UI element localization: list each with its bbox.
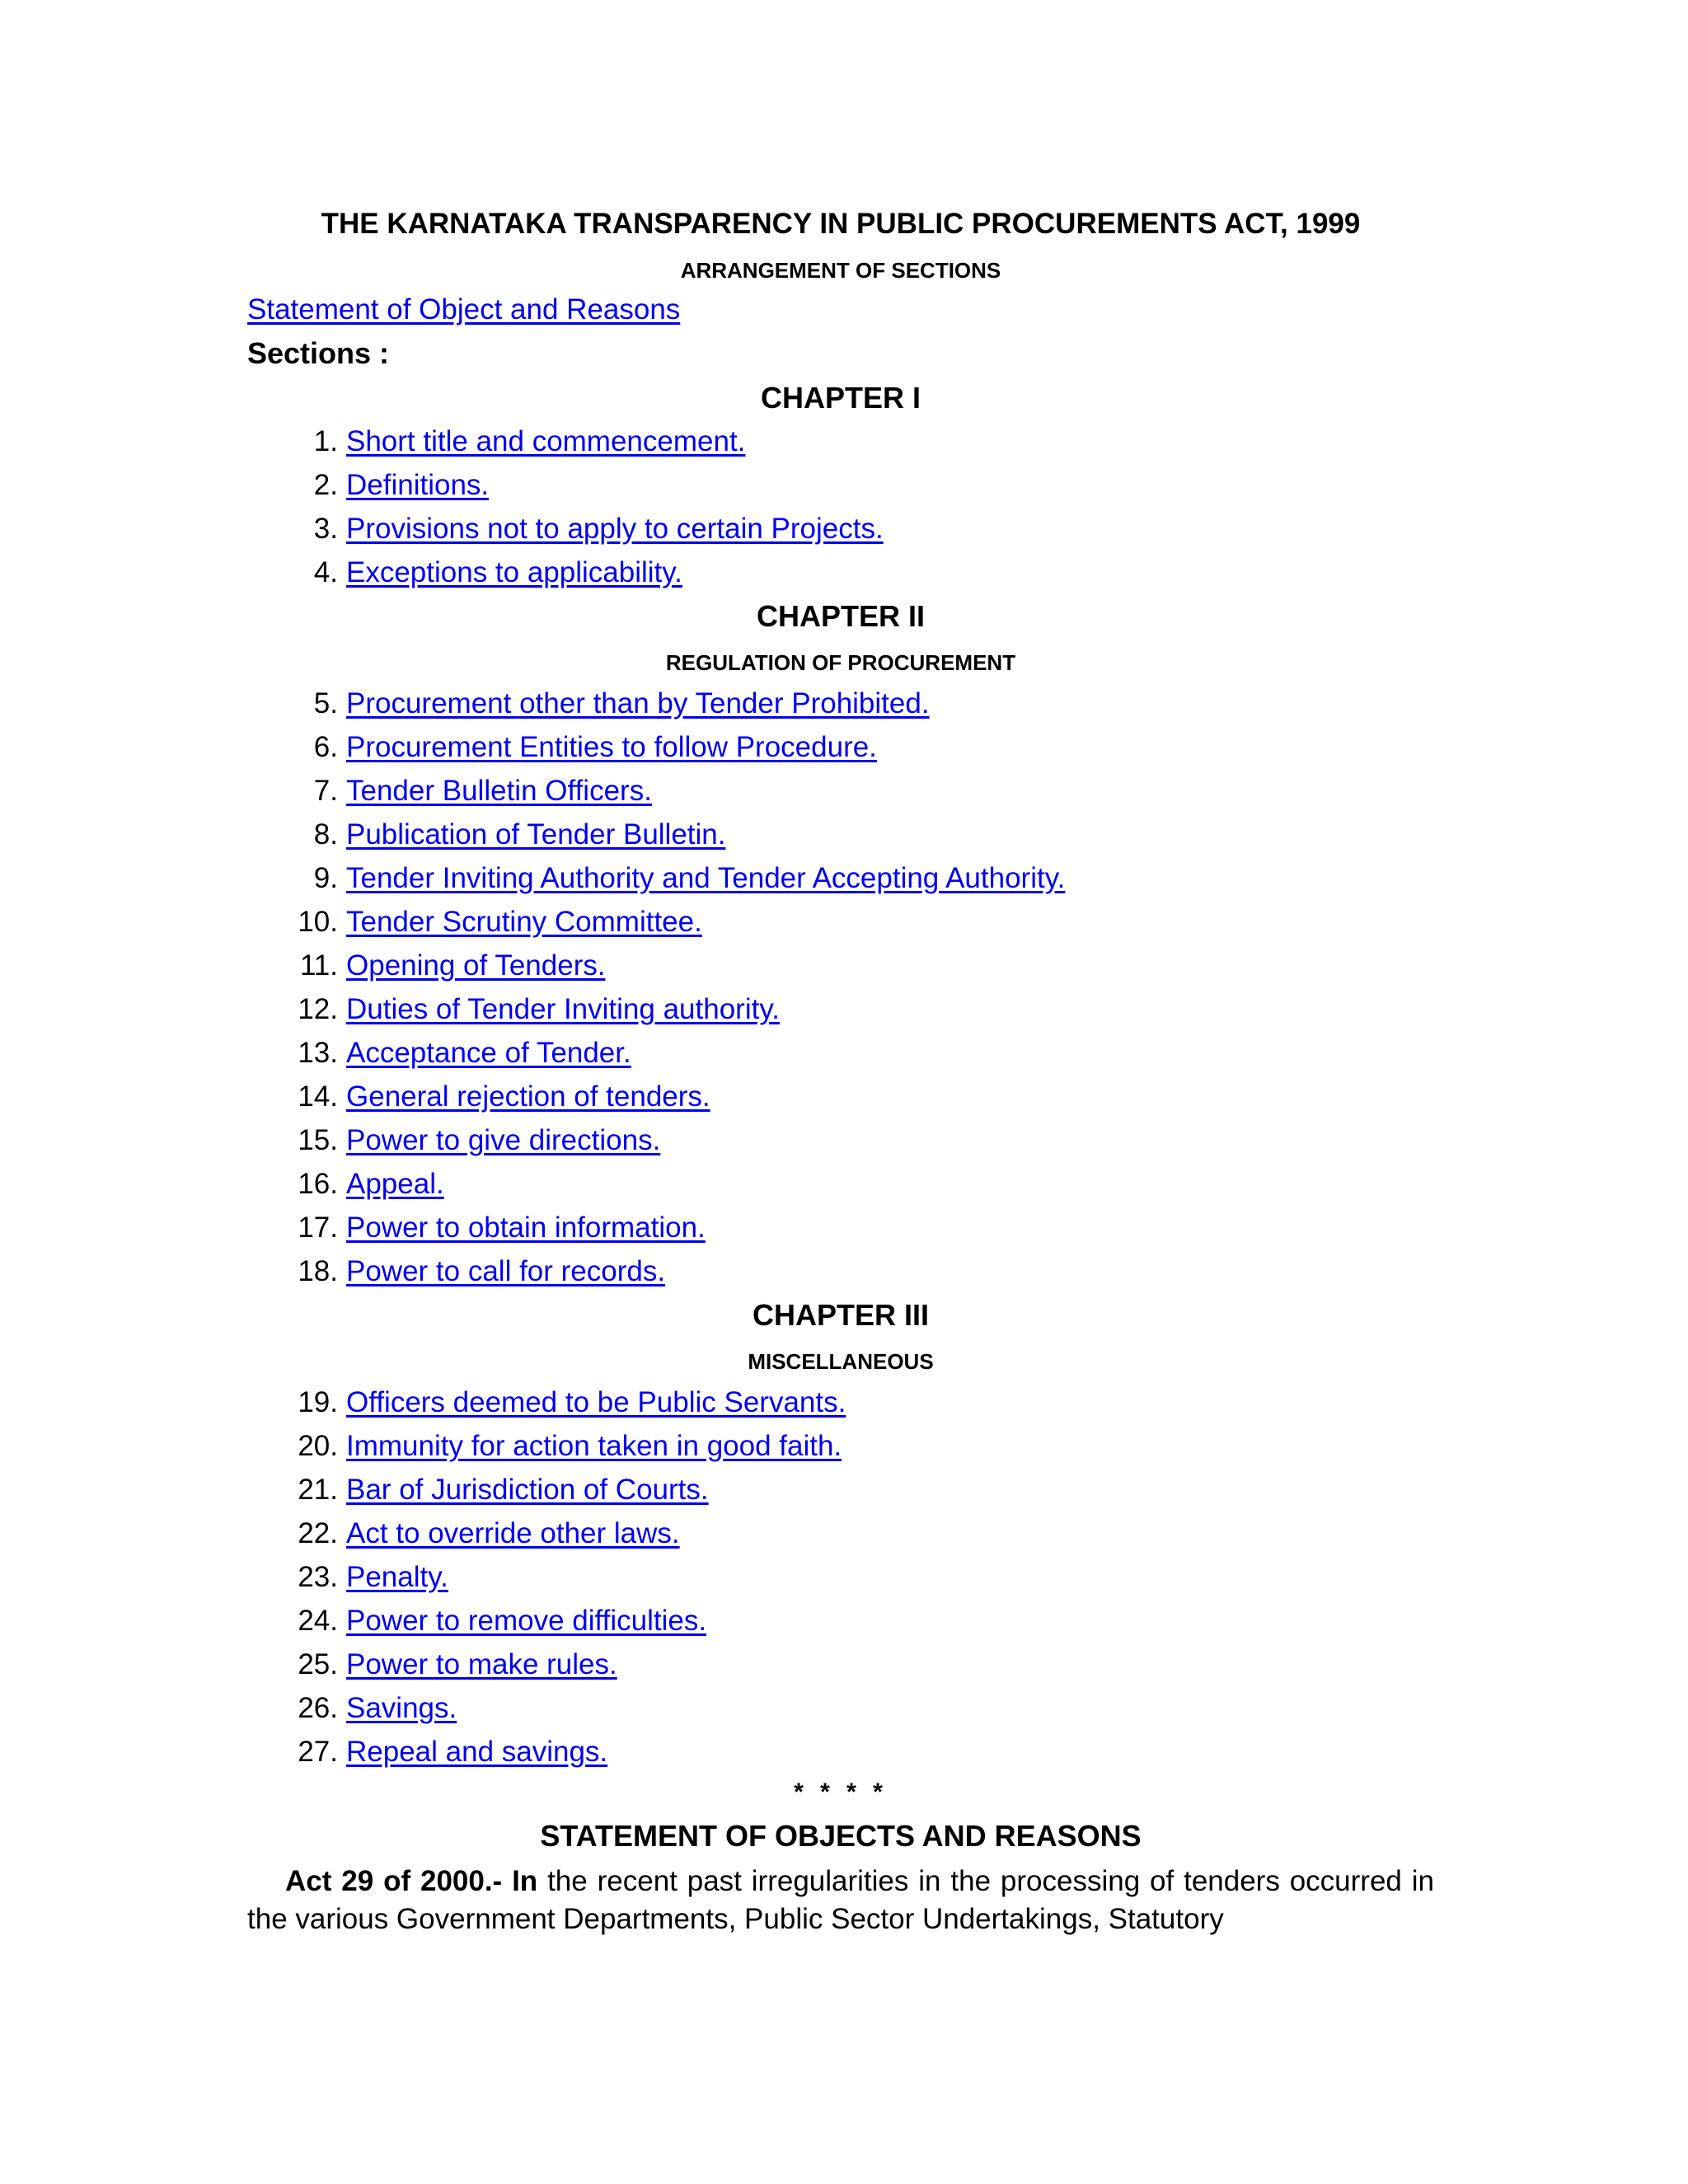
toc-item	[247, 1254, 1434, 1290]
chapter-3-heading: CHAPTER III	[752, 1298, 929, 1332]
toc-item	[247, 555, 1434, 591]
statement-text: the recent past irregularities in the processing of tenders occurred in the various Government Departments, Public Sector Undertakings, Statutory	[247, 1865, 1434, 1935]
toc-item-number: 16.	[298, 1168, 338, 1200]
toc-item	[247, 467, 1434, 504]
toc-item-number: 15.	[298, 1124, 338, 1156]
toc-item-link[interactable]: Acceptance of Tender.	[346, 1037, 631, 1069]
toc-item-number: 2.	[313, 469, 338, 501]
chapter-2-subheading: REGULATION OF PROCUREMENT	[665, 650, 1016, 675]
toc-item-link[interactable]: Power to obtain information.	[346, 1212, 706, 1244]
toc-item-link[interactable]: Exceptions to applicability.	[346, 556, 682, 588]
toc-item	[247, 1079, 1434, 1115]
toc-item-number: 27.	[298, 1736, 338, 1768]
toc-item-link[interactable]: Bar of Jurisdiction of Courts.	[346, 1474, 709, 1506]
toc-item-number: 9.	[313, 862, 338, 894]
toc-item	[247, 1559, 1434, 1596]
toc-item-link[interactable]: Act to override other laws.	[346, 1517, 680, 1549]
toc-item	[247, 1690, 1434, 1727]
toc-item	[247, 1035, 1434, 1071]
toc-item-link[interactable]: Power to give directions.	[346, 1124, 661, 1156]
toc-item-link[interactable]: Repeal and savings.	[346, 1736, 608, 1768]
toc-item	[247, 511, 1434, 547]
toc-item-link[interactable]: Power to call for records.	[346, 1255, 666, 1287]
chapter-2-heading: CHAPTER II	[756, 599, 925, 633]
toc-item-number: 20.	[298, 1430, 338, 1462]
toc-item-link[interactable]: Publication of Tender Bulletin.	[346, 818, 726, 851]
toc-item	[247, 1210, 1434, 1246]
toc-item-link[interactable]: Procurement Entities to follow Procedure.	[346, 731, 877, 763]
toc-item-number: 18.	[298, 1255, 338, 1287]
toc-item-number: 24.	[298, 1605, 338, 1637]
toc-item-number: 3.	[313, 513, 338, 545]
toc-item	[247, 686, 1434, 722]
toc-item-number: 6.	[313, 731, 338, 763]
statement-paragraph	[247, 1863, 1434, 1938]
toc-item-link[interactable]: Opening of Tenders.	[346, 949, 606, 982]
chapter-3-subheading: MISCELLANEOUS	[748, 1349, 934, 1374]
toc-item-link[interactable]: Procurement other than by Tender Prohibited.	[346, 687, 930, 719]
toc-item-link[interactable]: Penalty.	[346, 1561, 448, 1593]
toc-item-number: 4.	[313, 556, 338, 588]
document-page	[247, 0, 1434, 2184]
toc-item-link[interactable]: Savings.	[346, 1692, 457, 1724]
toc-item-link[interactable]: General rejection of tenders.	[346, 1080, 710, 1113]
toc-item-link[interactable]: Immunity for action taken in good faith.	[346, 1430, 842, 1462]
toc-item-number: 7.	[313, 775, 338, 807]
toc-item-number: 5.	[313, 687, 338, 719]
toc-item-link[interactable]: Tender Bulletin Officers.	[346, 775, 652, 807]
chapter-1-heading: CHAPTER I	[760, 381, 921, 415]
toc-item-link[interactable]: Appeal.	[346, 1168, 444, 1200]
toc-item	[247, 1516, 1434, 1552]
toc-item	[247, 948, 1434, 984]
toc-item	[247, 860, 1434, 897]
toc-item-link[interactable]: Officers deemed to be Public Servants.	[346, 1386, 846, 1418]
toc-item-number: 13.	[298, 1037, 338, 1069]
toc-item-number: 17.	[298, 1212, 338, 1244]
toc-item-number: 23.	[298, 1561, 338, 1593]
toc-item-number: 21.	[298, 1474, 338, 1506]
toc-item	[247, 991, 1434, 1028]
toc-item	[247, 1472, 1434, 1508]
toc-item	[247, 729, 1434, 766]
toc-item	[247, 773, 1434, 809]
arrangement-heading: ARRANGEMENT OF SECTIONS	[680, 258, 1001, 283]
toc-item-link[interactable]: Power to make rules.	[346, 1648, 617, 1680]
toc-item-number: 10.	[298, 906, 338, 938]
toc-item	[247, 1428, 1434, 1465]
toc-item-link[interactable]: Provisions not to apply to certain Projects.	[346, 513, 884, 545]
toc-item	[247, 817, 1434, 853]
toc-item	[247, 1647, 1434, 1683]
toc-item-number: 25.	[298, 1648, 338, 1680]
toc-item	[247, 1603, 1434, 1639]
toc-item	[247, 1734, 1434, 1770]
toc-item-link[interactable]: Duties of Tender Inviting authority.	[346, 993, 780, 1025]
toc-item-number: 26.	[298, 1692, 338, 1724]
toc-item-link[interactable]: Tender Inviting Authority and Tender Accepting Authority.	[346, 862, 1066, 894]
sections-label: Sections :	[247, 336, 390, 370]
toc-item	[247, 1385, 1434, 1421]
toc-item-link[interactable]: Power to remove difficulties.	[346, 1605, 707, 1637]
toc-item-link[interactable]: Short title and commencement.	[346, 425, 746, 457]
toc-item	[247, 1166, 1434, 1202]
toc-item-number: 1.	[313, 425, 338, 457]
toc-item-number: 11.	[299, 949, 338, 982]
toc-item-number: 14.	[298, 1080, 338, 1113]
toc-item-number: 8.	[313, 818, 338, 851]
statement-of-reasons-link[interactable]: Statement of Object and Reasons	[247, 293, 681, 326]
toc-item	[247, 424, 1434, 460]
toc-item	[247, 904, 1434, 940]
statement-lead: Act 29 of 2000.- In	[285, 1865, 538, 1897]
section-separator: * * * *	[794, 1779, 888, 1806]
document-title: THE KARNATAKA TRANSPARENCY IN PUBLIC PROCUREMENTS ACT, 1999	[321, 208, 1361, 240]
toc-item-link[interactable]: Definitions.	[346, 469, 490, 501]
toc-item	[247, 1122, 1434, 1159]
toc-item-link[interactable]: Tender Scrutiny Committee.	[346, 906, 702, 938]
toc-item-number: 22.	[298, 1517, 338, 1549]
toc-item-number: 12.	[298, 993, 338, 1025]
toc-item-number: 19.	[298, 1386, 338, 1418]
statement-heading: STATEMENT OF OBJECTS AND REASONS	[540, 1819, 1142, 1853]
